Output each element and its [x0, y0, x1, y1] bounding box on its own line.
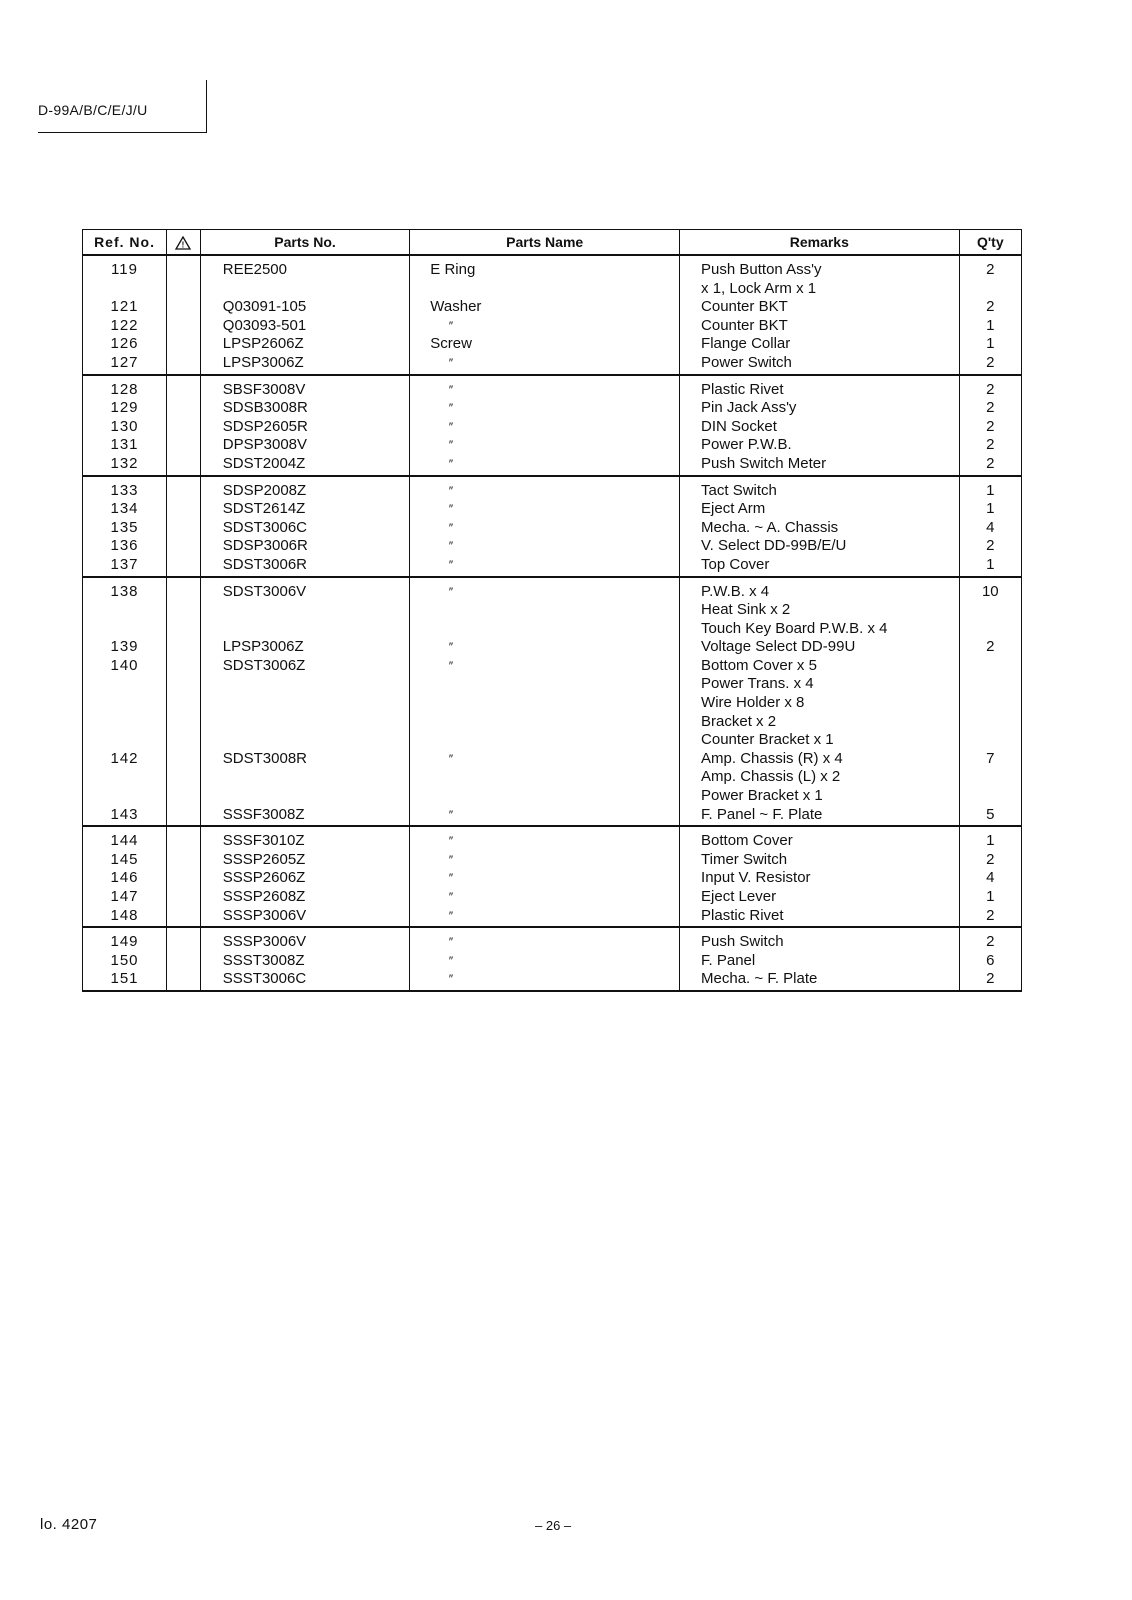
qty: 1	[986, 316, 995, 334]
remark-line: Heat Sink x 2	[701, 601, 791, 619]
spacer	[83, 731, 166, 750]
spacer	[223, 280, 410, 299]
spacer	[430, 731, 679, 750]
parts-no: SSSP2605Z	[222, 850, 306, 868]
parts-no-cell	[200, 375, 410, 476]
parts-name: ″	[448, 483, 453, 498]
ref-no: 149	[110, 933, 139, 951]
spacer	[167, 583, 200, 602]
qty: 6	[986, 951, 995, 969]
spacer	[960, 675, 1021, 694]
parts-no: SSST3006C	[222, 970, 307, 988]
spacer	[223, 601, 410, 620]
model-label: D-99A/B/C/E/J/U	[38, 102, 148, 118]
table-row	[83, 927, 1022, 991]
parts-name: ″	[448, 355, 453, 370]
parts-name-cell	[410, 476, 680, 577]
parts-name-cell	[410, 927, 680, 991]
parts-name-cell	[410, 826, 680, 927]
ref-no: 129	[110, 399, 139, 417]
spacer	[223, 787, 410, 806]
parts-no-cell	[200, 255, 410, 375]
parts-name: E Ring	[430, 261, 476, 278]
ref-no: 139	[110, 638, 139, 656]
svg-text:!: !	[182, 240, 185, 250]
parts-no: SSSP2606Z	[222, 869, 306, 887]
parts-no: SDSP3006R	[222, 537, 308, 555]
spacer	[167, 381, 200, 400]
remark-line: Voltage Select DD-99U	[701, 638, 856, 656]
ref-no-cell	[83, 927, 167, 991]
parts-list-table	[82, 229, 1022, 992]
spacer	[83, 694, 166, 713]
remark-line: DIN Socket	[701, 417, 777, 435]
parts-name-cell	[410, 375, 680, 476]
qty: 2	[986, 906, 995, 924]
remark-line: F. Panel	[701, 951, 756, 969]
spacer	[167, 888, 200, 907]
remarks-cell	[680, 826, 960, 927]
ref-no: 121	[110, 298, 139, 316]
remark-line: Flange Collar	[701, 335, 791, 353]
qty: 2	[986, 970, 995, 988]
parts-no: SDSP2605R	[222, 417, 308, 435]
spacer	[960, 768, 1021, 787]
parts-no: LPSP2606Z	[222, 335, 304, 353]
ref-no: 128	[110, 380, 139, 398]
remark-line: Counter BKT	[701, 298, 788, 316]
ref-no: 126	[110, 335, 139, 353]
header-remarks: Remarks	[680, 230, 960, 256]
remark-line: Bottom Cover	[701, 832, 793, 850]
spacer	[960, 280, 1021, 299]
spacer	[430, 620, 679, 639]
qty: 2	[986, 353, 995, 371]
parts-no: SDST3006R	[222, 555, 307, 573]
header-parts-name: Parts Name	[410, 230, 680, 256]
spacer	[167, 869, 200, 888]
spacer	[167, 317, 200, 336]
parts-name: ″	[448, 557, 453, 572]
spacer	[167, 335, 200, 354]
spacer	[960, 787, 1021, 806]
parts-name: ″	[448, 751, 453, 766]
parts-no-cell	[200, 476, 410, 577]
ref-no: 146	[110, 869, 139, 887]
spacer	[167, 750, 200, 769]
spacer	[167, 970, 200, 989]
parts-no: SDST3008R	[222, 749, 307, 767]
qty: 2	[986, 436, 995, 454]
qty: 2	[986, 380, 995, 398]
spacer	[960, 620, 1021, 639]
spacer	[960, 713, 1021, 732]
spacer	[167, 952, 200, 971]
parts-no: SDST3006Z	[222, 656, 306, 674]
spacer	[167, 500, 200, 519]
warning-triangle-icon	[175, 236, 191, 250]
spacer	[167, 280, 200, 299]
parts-no: SBSF3008V	[222, 380, 306, 398]
qty: 4	[986, 518, 995, 536]
parts-no: SSSP3006V	[222, 906, 307, 924]
table-row	[83, 375, 1022, 476]
ref-no: 134	[110, 500, 139, 518]
spacer	[167, 537, 200, 556]
qty: 2	[986, 261, 995, 278]
ref-no-cell	[83, 577, 167, 827]
qty: 1	[986, 555, 995, 573]
parts-no: SDST2614Z	[222, 500, 306, 518]
remark-line: Push Switch Meter	[701, 454, 827, 472]
spacer	[167, 556, 200, 575]
spacer	[430, 280, 679, 299]
ref-no: 144	[110, 832, 139, 850]
parts-name: ″	[448, 419, 453, 434]
remark-line: P.W.B. x 4	[701, 582, 770, 600]
qty	[960, 657, 1021, 676]
parts-no-cell	[200, 927, 410, 991]
spacer	[167, 261, 200, 280]
parts-name-cell	[410, 255, 680, 375]
qty: 2	[986, 417, 995, 435]
ref-no: 137	[110, 555, 139, 573]
spacer	[223, 675, 410, 694]
spacer	[167, 601, 200, 620]
ref-no: 148	[110, 906, 139, 924]
ref-no: 122	[110, 316, 139, 334]
remark-line: Counter BKT	[701, 316, 788, 334]
ref-no: 138	[110, 582, 139, 600]
spacer	[223, 713, 410, 732]
remark-line: Pin Jack Ass'y	[701, 399, 797, 417]
ref-no-cell	[83, 826, 167, 927]
qty: 2	[986, 537, 995, 555]
spacer	[223, 768, 410, 787]
parts-no: LPSP3006Z	[222, 638, 304, 656]
qty: 1	[986, 481, 995, 499]
spacer	[83, 280, 166, 299]
spacer	[167, 482, 200, 501]
parts-name: Screw	[430, 335, 472, 353]
qty: 2	[986, 454, 995, 472]
ref-no-cell	[83, 476, 167, 577]
remarks-cell	[680, 476, 960, 577]
spacer	[167, 731, 200, 750]
spacer	[83, 675, 166, 694]
spacer	[167, 620, 200, 639]
qty: 7	[986, 749, 995, 767]
spacer	[83, 768, 166, 787]
spacer	[167, 399, 200, 418]
spacer	[167, 354, 200, 373]
ref-no: 127	[110, 353, 139, 371]
header-warning	[167, 230, 201, 256]
remark-line: Timer Switch	[701, 850, 788, 868]
ref-no: 145	[110, 850, 139, 868]
remark-line: Counter Bracket x 1	[701, 731, 834, 749]
spacer	[167, 806, 200, 825]
spacer	[83, 713, 166, 732]
spacer	[167, 657, 200, 676]
parts-name: ″	[448, 890, 453, 904]
table-row	[83, 826, 1022, 927]
qty: 2	[986, 298, 995, 316]
parts-no: DPSP3008V	[222, 436, 308, 454]
parts-name: ″	[448, 852, 453, 867]
spacer	[430, 601, 679, 620]
remark-line: Power Bracket x 1	[701, 787, 823, 805]
qty: 2	[986, 933, 995, 951]
parts-no: Q03091-105	[222, 298, 307, 316]
ref-no: 142	[110, 749, 139, 767]
header-ref-no: Ref. No.	[83, 230, 167, 256]
parts-name: ″	[448, 539, 453, 554]
qty: 4	[986, 869, 995, 887]
remark-line: Input V. Resistor	[701, 869, 811, 887]
remark-line: Mecha. ~ F. Plate	[701, 970, 818, 988]
parts-group	[83, 927, 1022, 991]
spacer	[430, 768, 679, 787]
warning-cell	[167, 826, 201, 927]
document-number: lo. 4207	[40, 1516, 98, 1533]
qty-cell	[959, 255, 1021, 375]
spacer	[167, 455, 200, 474]
qty: 1	[986, 888, 995, 905]
spacer	[83, 787, 166, 806]
qty-cell	[959, 826, 1021, 927]
remark-line: Power P.W.B.	[701, 436, 792, 454]
ref-no: 143	[110, 805, 139, 823]
parts-no-cell	[200, 826, 410, 927]
warning-cell	[167, 375, 201, 476]
remark-line: Touch Key Board P.W.B. x 4	[701, 619, 888, 637]
remark-line: Push Button Ass'y	[701, 261, 822, 278]
remark-line: Eject Arm	[701, 500, 766, 518]
header-divider-vertical	[206, 80, 207, 132]
remark-line: Eject Lever	[701, 888, 777, 905]
parts-no: LPSP3006Z	[222, 353, 304, 371]
spacer	[167, 418, 200, 437]
qty: 2	[986, 638, 995, 656]
qty: 2	[986, 850, 995, 868]
qty: 5	[986, 805, 995, 823]
parts-no: SSSF3010Z	[222, 832, 305, 850]
parts-name: ″	[448, 935, 453, 950]
qty: 1	[986, 500, 995, 518]
parts-name: ″	[448, 807, 453, 822]
spacer	[83, 620, 166, 639]
remark-line: Power Switch	[701, 353, 792, 371]
parts-no: REE2500	[222, 261, 287, 278]
qty-cell	[959, 375, 1021, 476]
spacer	[223, 694, 410, 713]
spacer	[223, 731, 410, 750]
parts-group	[83, 375, 1022, 476]
ref-no: 151	[110, 970, 139, 988]
parts-name-cell	[410, 577, 680, 827]
ref-no: 140	[110, 656, 139, 674]
qty-cell	[959, 476, 1021, 577]
parts-no: SDST3006C	[222, 518, 307, 536]
parts-group	[83, 476, 1022, 577]
ref-no: 119	[111, 261, 138, 278]
remark-line: Amp. Chassis (R) x 4	[701, 749, 843, 767]
qty-cell	[959, 927, 1021, 991]
header-qty: Q'ty	[959, 230, 1021, 256]
ref-no: 147	[110, 888, 139, 905]
spacer	[430, 787, 679, 806]
ref-no: 133	[110, 481, 139, 499]
spacer	[960, 694, 1021, 713]
parts-name: ″	[448, 871, 453, 886]
parts-name: ″	[448, 456, 453, 471]
parts-name: ″	[448, 438, 453, 453]
parts-name: ″	[448, 953, 453, 968]
qty: 1	[986, 335, 995, 353]
table-header-row	[83, 230, 1022, 256]
parts-name: ″	[448, 401, 453, 416]
spacer	[167, 907, 200, 926]
parts-name: ″	[448, 502, 453, 517]
warning-cell	[167, 476, 201, 577]
remarks-cell	[680, 577, 960, 827]
ref-no: 130	[110, 417, 139, 435]
qty-cell	[959, 577, 1021, 827]
parts-group	[83, 577, 1022, 827]
spacer	[167, 832, 200, 851]
spacer	[167, 519, 200, 538]
remarks-cell	[680, 375, 960, 476]
page-number: – 26 –	[535, 1518, 572, 1533]
parts-no: SDSB3008R	[222, 399, 308, 417]
table-row	[83, 255, 1022, 375]
warning-cell	[167, 927, 201, 991]
ref-no: 135	[110, 518, 139, 536]
warning-cell	[167, 255, 201, 375]
parts-no: SDSP2008Z	[222, 481, 307, 499]
remark-line: Mecha. ~ A. Chassis	[701, 518, 839, 536]
remarks-cell	[680, 927, 960, 991]
remark-line: Push Switch	[701, 933, 784, 951]
parts-name: ″	[448, 520, 453, 535]
remark-line: Bottom Cover x 5	[701, 656, 817, 674]
spacer	[430, 675, 679, 694]
parts-name: ″	[448, 318, 453, 333]
parts-no: SDST3006V	[222, 582, 307, 600]
header-divider-horizontal	[38, 132, 207, 133]
parts-no: SSST3008Z	[222, 951, 305, 969]
parts-name: ″	[448, 658, 453, 673]
ref-no: 131	[110, 436, 139, 454]
parts-group	[83, 826, 1022, 927]
ref-no: 132	[110, 454, 139, 472]
remark-line: Amp. Chassis (L) x 2	[701, 768, 841, 786]
remark-line: Power Trans. x 4	[701, 675, 814, 693]
header-parts-no: Parts No.	[200, 230, 410, 256]
parts-no: SSSP2608Z	[222, 888, 306, 905]
parts-name: ″	[448, 584, 453, 599]
spacer	[167, 787, 200, 806]
parts-name: ″	[448, 834, 453, 849]
remark-line: Top Cover	[701, 555, 770, 573]
warning-cell	[167, 577, 201, 827]
remark-line: F. Panel ~ F. Plate	[701, 805, 823, 823]
spacer	[960, 731, 1021, 750]
ref-no: 150	[110, 951, 139, 969]
table-row	[83, 577, 1022, 827]
spacer	[167, 436, 200, 455]
parts-no-cell	[200, 577, 410, 827]
spacer	[430, 713, 679, 732]
spacer	[167, 851, 200, 870]
parts-no: SDST2004Z	[222, 454, 306, 472]
spacer	[167, 298, 200, 317]
parts-name: Washer	[430, 298, 482, 316]
spacer	[167, 933, 200, 952]
parts-no: SSSP3006V	[222, 933, 307, 951]
qty: 2	[986, 399, 995, 417]
remark-line: Plastic Rivet	[701, 906, 784, 924]
parts-no: SSSF3008Z	[222, 805, 305, 823]
spacer	[167, 638, 200, 657]
parts-name: ″	[448, 640, 453, 655]
ref-no-cell	[83, 255, 167, 375]
spacer	[167, 675, 200, 694]
remarks-cell	[680, 255, 960, 375]
parts-name: ″	[448, 908, 453, 923]
qty: 10	[981, 582, 999, 600]
remark-line: Tact Switch	[701, 481, 777, 499]
table-row	[83, 476, 1022, 577]
remark-line: x 1, Lock Arm x 1	[701, 279, 817, 297]
spacer	[167, 713, 200, 732]
remark-line: Bracket x 2	[701, 712, 777, 730]
remark-line: Plastic Rivet	[701, 380, 784, 398]
spacer	[430, 694, 679, 713]
remark-line: Wire Holder x 8	[701, 694, 805, 712]
spacer	[167, 694, 200, 713]
parts-name: ″	[448, 972, 453, 987]
spacer	[83, 601, 166, 620]
remark-line: V. Select DD-99B/E/U	[701, 537, 847, 555]
qty: 1	[986, 832, 995, 850]
ref-no: 136	[110, 537, 139, 555]
parts-no: Q03093-501	[222, 316, 307, 334]
spacer	[960, 601, 1021, 620]
ref-no-cell	[83, 375, 167, 476]
spacer	[167, 768, 200, 787]
parts-group	[83, 255, 1022, 375]
spacer	[223, 620, 410, 639]
parts-name: ″	[448, 382, 453, 397]
